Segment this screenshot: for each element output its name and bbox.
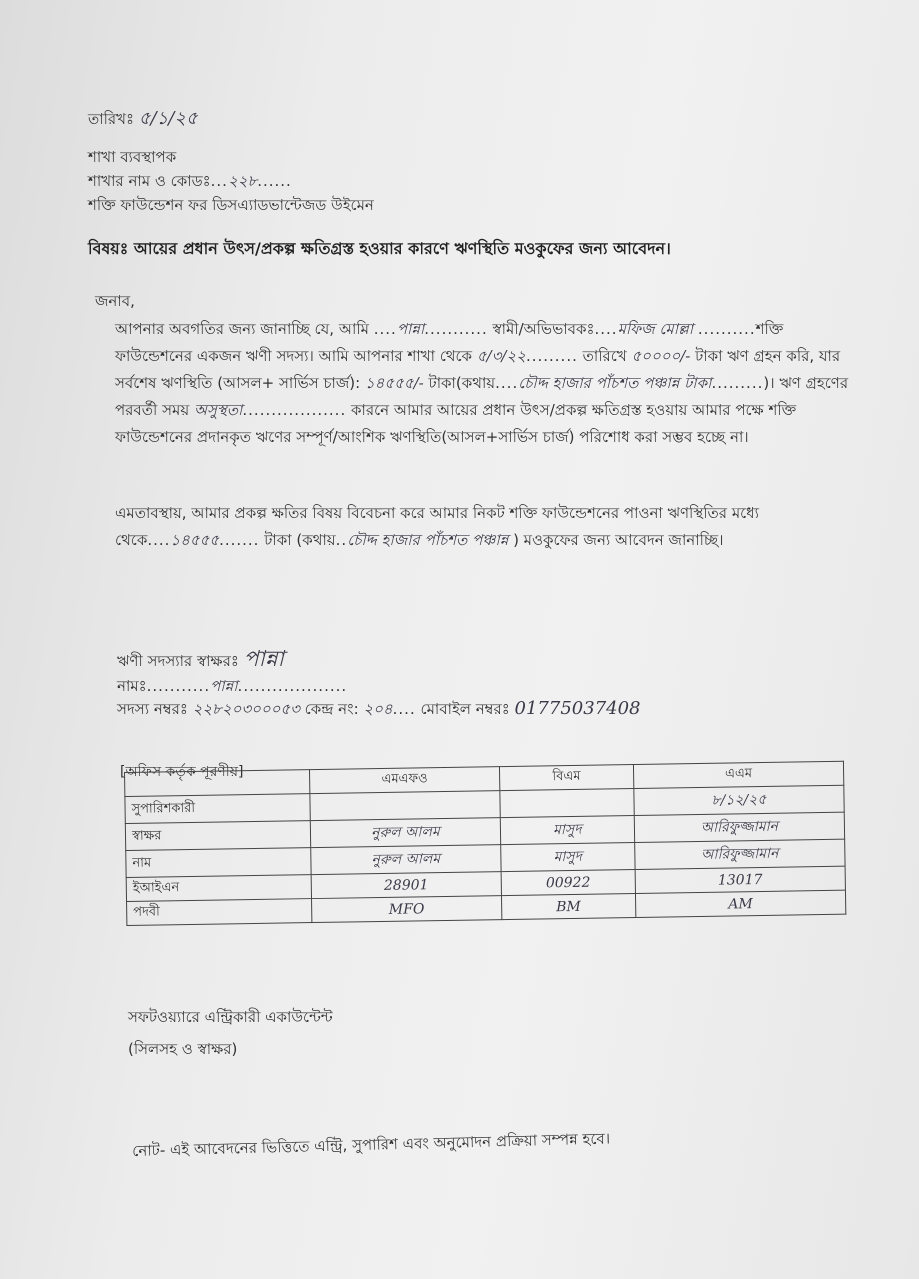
body-text: কারনে আমার আয়ের প্রধান উৎস/প্রকল্প ক্ষতিগ্রস্ত হওয়ায় আমার পক্ষে শক্তি ফাউন্ডেশনের প্রদানকৃত ঋণের সম্পূর্ণ/আংশিক ঋণস্থিতি(আসল+সার্ভিস চার্জ) পরিশোধ করা সম্ভব হচ্ছে না।	[115, 401, 797, 446]
body-text: এমতাবস্থায়, আমার প্রকল্প ক্ষতির বিষয় বিবেচনা করে আমার নিকট শক্তি ফাউন্ডেশনের পাওনা ঋণস্থিতির মধ্যে থেকে	[115, 504, 759, 549]
body-text: ) মওকুফের জন্য আবেদন জানাচ্ছি।	[513, 531, 724, 549]
table-header-cell: বিএম	[499, 764, 633, 790]
office-table	[124, 761, 846, 926]
reason-hand: অসুস্থতা	[193, 401, 243, 419]
table-cell: নুরুল আলম	[310, 818, 500, 848]
recipient-org: শক্তি ফাউন্ডেশন ফর ডিসএ্যাডভান্টেজড উইমেন	[88, 196, 374, 214]
member-signature: পান্না	[243, 647, 284, 672]
accountant-title: সফটওয়্যারে এন্ট্রিকারী একাউন্টেন্ট	[128, 1008, 333, 1026]
table-cell	[310, 791, 500, 821]
row-label: স্বাক্ষর	[125, 821, 310, 851]
body-text: তারিখে	[582, 347, 627, 365]
table-cell: মাসুদ	[501, 842, 635, 871]
accountant-seal-note: (সিলসহ ও স্বাক্ষর)	[128, 1040, 238, 1058]
member-no-label: সদস্য নম্বরঃ	[117, 700, 188, 718]
mobile-hand: 01775037408	[514, 698, 641, 719]
table-cell: 00922	[501, 869, 635, 895]
salutation: জনাব,	[95, 292, 135, 310]
table-cell: মাসুদ	[500, 815, 634, 844]
row-label: ইআইএন	[126, 875, 311, 902]
loan-date-hand: ৫/৩/২২	[476, 347, 526, 365]
date-value: ৫/১/২৫	[138, 108, 198, 129]
table-cell: MFO	[312, 896, 502, 923]
table-cell: আরিফুজ্জামান	[634, 812, 845, 842]
branch-label: শাখার নাম ও কোডঃ	[88, 172, 211, 190]
center-label: কেন্দ্র নং	[304, 700, 354, 718]
subject-line: বিষয়ঃ আয়ের প্রধান উৎস/প্রকল্প ক্ষতিগ্রস্ত হওয়ার কারণে ঋণস্থিতি মওকুফের জন্য আবেদন।	[88, 239, 671, 258]
office-caption: [অফিস কর্তৃক পূরণীয়]	[120, 764, 244, 780]
table-cell: ৮/১২/২৫	[634, 785, 845, 815]
branch-line: শাখার নাম ও কোডঃ...২২৮......	[88, 172, 292, 190]
applicant-name-hand: পান্না	[396, 320, 425, 338]
table-cell: আরিফুজ্জামান	[635, 839, 846, 869]
center-no-hand: ২০৪	[363, 700, 393, 718]
table-header-cell: এএম	[633, 761, 843, 788]
date-label: তারিখঃ	[88, 110, 134, 128]
member-name-hand: পান্না	[210, 677, 238, 695]
guardian-hand: মফিজ মোল্লা	[617, 320, 694, 338]
body-text: টাকা(কথায়	[428, 374, 496, 392]
footer-note: নোট- এই আবেদনের ভিত্তিতে এন্ট্রি, সুপারিশ এবং অনুমোদন প্রক্রিয়া সম্পন্ন হবে।	[132, 1129, 611, 1160]
body-text: )। ঋণ গ্রহণের পরবর্তী সময়	[115, 374, 849, 419]
balance-words-hand: চৌদ্দ হাজার পাঁচশত পঞ্চান্ন টাকা	[518, 374, 712, 392]
member-signature-line	[117, 642, 284, 679]
application-paragraph-2: এমতাবস্থায়, আমার প্রকল্প ক্ষতির বিষয় বিবেচনা করে আমার নিকট শক্তি ফাউন্ডেশনের পাওনা ঋণস্থিতির মধ্যে থেকে....১৪৫৫৫....... টাকা (কথায়..চৌদ্দ হাজার পাঁচশত পঞ্চান্ন ) মওকুফের জন্য আবেদন জানাচ্ছি।	[115, 504, 759, 549]
member-id-line: সদস্য নম্বরঃ ২২৮২০৩০০০৫৩ কেন্দ্র নং: ২০৪.... মোবাইল নম্বরঃ 01775037408	[117, 698, 641, 719]
table-cell: 28901	[311, 872, 501, 899]
signature-label: ঋণী সদস্যার স্বাক্ষরঃ	[117, 652, 239, 670]
body-text: শক্তি ফাউন্ডেশনের একজন ঋণী সদস্য। আমি আপনার শাখা থেকে	[115, 320, 784, 365]
branch-value: ২২৮	[227, 172, 258, 190]
table-cell: নুরুল আলম	[311, 845, 501, 875]
row-label: সুপারিশকারী	[125, 794, 310, 824]
row-label: নাম	[126, 848, 311, 878]
date-line	[88, 104, 198, 135]
table-cell	[500, 788, 634, 817]
body-text: টাকা ঋণ গ্রহন করি, যার সর্বশেষ ঋণস্থিতি (আসল+ সার্ভিস চার্জ):	[115, 347, 841, 392]
body-text: টাকা (কথায়	[264, 531, 336, 549]
waiver-amount-hand: ১৪৫৫৫	[170, 531, 220, 549]
body-text: স্বামী/অভিভাবকঃ	[492, 320, 595, 338]
loan-amount-hand: ৫০০০০/-	[631, 347, 691, 365]
name-label: নামঃ	[117, 677, 147, 695]
application-paragraph-1: আপনার অবগতির জন্য জানাচ্ছি যে, আমি ....পান্না........... স্বামী/অভিভাবকঃ....মফিজ মোল্লা ..........শক্তি ফাউন্ডেশনের একজন ঋণী সদস্য। আমি আপনার শাখা থেকে ৫/৩/২২......... তারিখে ৫০০০০/- টাকা ঋণ গ্রহন করি, যার সর্বশেষ ঋণস্থিতি (আসল+ সার্ভিস চার্জ): ১৪৫৫৫/- টাকা(কথায়....চৌদ্দ হাজার পাঁচশত পঞ্চান্ন টাকা.........)। ঋণ গ্রহণের পরবর্তী সময় অসুস্থতা.................. কারনে আমার আয়ের প্রধান উৎস/প্রকল্প ক্ষতিগ্রস্ত হওয়ায় আমার পক্ষে শক্তি ফাউন্ডেশনের প্রদানকৃত ঋণের সম্পূর্ণ/আংশিক ঋণস্থিতি(আসল+সার্ভিস চার্জ) পরিশোধ করা সম্ভব হচ্ছে না।	[115, 320, 849, 446]
member-name-line: নামঃ...........পান্না...................	[117, 677, 348, 695]
body-text: আপনার অবগতির জন্য জানাচ্ছি যে, আমি	[115, 320, 369, 338]
balance-hand: ১৪৫৫৫/-	[364, 374, 424, 392]
recipient-title: শাখা ব্যবস্থাপক	[88, 148, 177, 166]
table-header-cell: এমএফও	[309, 767, 499, 794]
table-cell: 13017	[635, 866, 845, 893]
table-cell: AM	[635, 890, 845, 917]
waiver-words-hand: চৌদ্দ হাজার পাঁচশত পঞ্চান্ন	[347, 531, 509, 549]
table-header-cell	[125, 770, 310, 797]
mobile-label: মোবাইল নম্বরঃ	[420, 700, 510, 718]
row-label: পদবী	[127, 899, 312, 926]
table-cell: BM	[501, 893, 635, 919]
member-no-hand: ২২৮২০৩০০০৫৩	[192, 700, 300, 718]
